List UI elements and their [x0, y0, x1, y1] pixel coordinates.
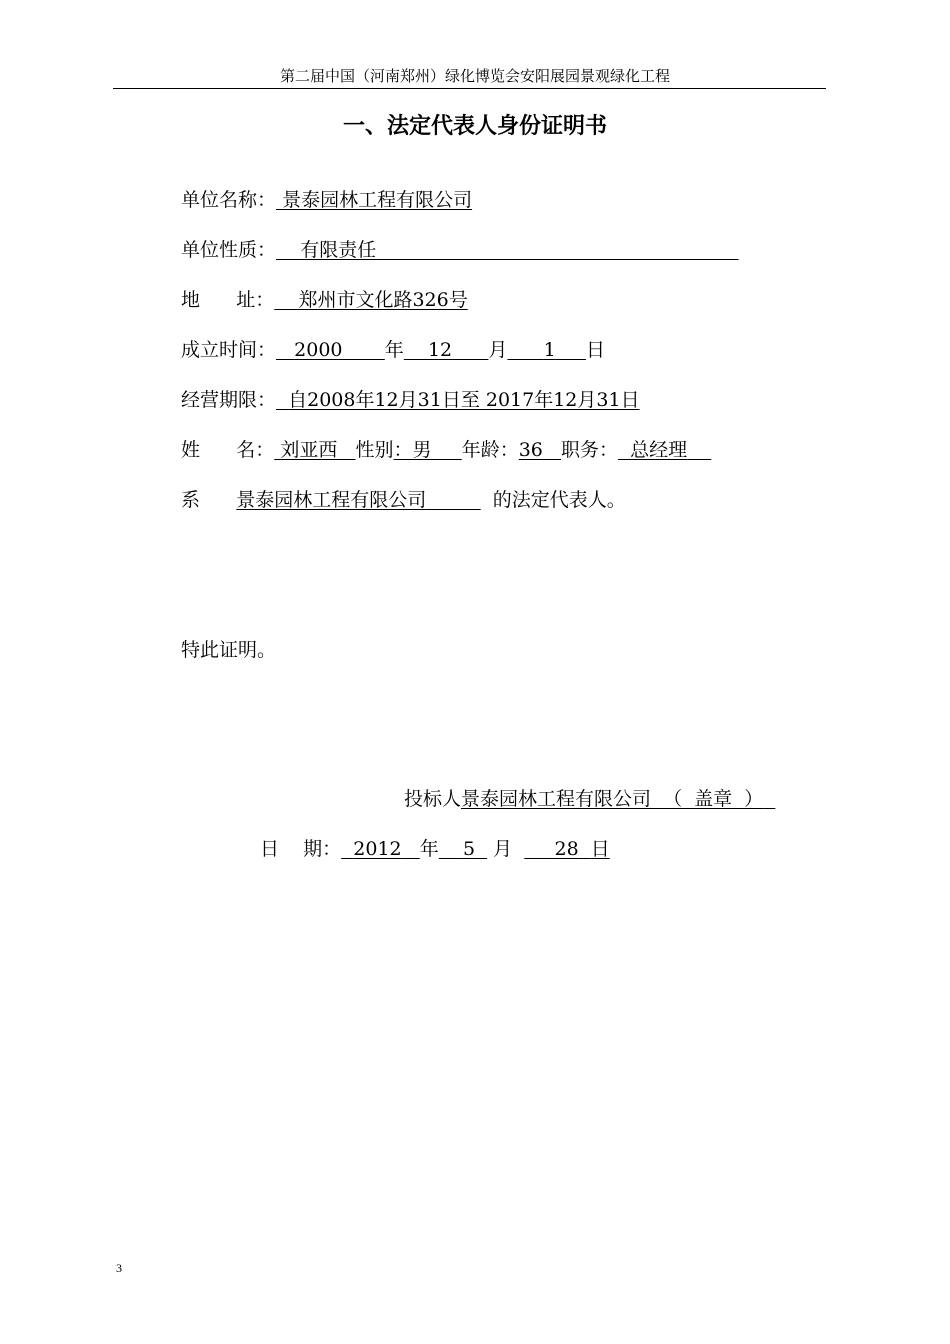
- date-year-char: 年: [419, 838, 439, 860]
- page-header: 第二届中国（河南郑州）绿化博览会安阳展园景观绿化工程: [279, 67, 670, 85]
- date-month: 5: [462, 838, 476, 860]
- founded-day: 1: [543, 339, 556, 361]
- name-label-1: 姓: [181, 439, 201, 461]
- person-row: [181, 437, 711, 463]
- name-label-2: 名：: [236, 439, 275, 461]
- date-label: 日 期：: [260, 838, 342, 860]
- gender-value: ：男: [393, 439, 432, 461]
- gender-label: 性别: [355, 439, 394, 461]
- term-label: 经营期限：: [181, 389, 277, 411]
- founded-row: [181, 337, 605, 363]
- rep-company: 景泰园林工程有限公司: [236, 489, 427, 511]
- term-value: 自2008年12月31日至 2017年12月31日: [288, 389, 640, 411]
- name-value: 刘亚西: [280, 439, 338, 461]
- founded-month: 12: [427, 339, 453, 361]
- date-row: [260, 836, 610, 862]
- page-number: 3: [116, 1261, 122, 1275]
- day-char: 日: [585, 339, 605, 361]
- date-day: 28 日: [554, 838, 610, 860]
- unit-nature-value: 有限责任: [300, 239, 377, 261]
- unit-name-label: 单位名称：: [181, 189, 277, 211]
- date-month-char: 月: [493, 838, 513, 860]
- bidder-row: [404, 786, 775, 812]
- founded-label: 成立时间：: [181, 339, 277, 361]
- term-row: [181, 387, 640, 413]
- unit-name-row: [181, 187, 472, 213]
- header-divider: [113, 88, 826, 89]
- bidder-value: 景泰园林工程有限公司 （ 盖章 ）: [461, 788, 764, 810]
- unit-nature-row: [181, 237, 739, 263]
- bidder-label: 投标人: [404, 788, 462, 810]
- address-value: 郑州市文化路326号: [298, 289, 468, 311]
- unit-name-value: 景泰园林工程有限公司: [282, 189, 473, 211]
- address-label-2: 址：: [236, 289, 275, 311]
- year-char: 年: [384, 339, 404, 361]
- month-char: 月: [488, 339, 508, 361]
- rep-suffix: 的法定代表人。: [492, 489, 626, 511]
- unit-nature-label: 单位性质：: [181, 239, 277, 261]
- position-label: 职务：: [561, 439, 619, 461]
- address-row: [181, 287, 468, 313]
- age-value: 36: [518, 439, 543, 461]
- certify-text: 特此证明。: [181, 639, 277, 661]
- founded-year: 2000: [294, 339, 343, 361]
- document-title: 一、法定代表人身份证明书: [342, 114, 607, 139]
- representative-row: [181, 487, 626, 513]
- position-value: 总经理: [630, 439, 688, 461]
- age-label: 年龄：: [461, 439, 519, 461]
- date-year: 2012: [353, 838, 402, 860]
- rep-prefix: 系: [181, 489, 201, 511]
- address-label-1: 地: [181, 289, 201, 311]
